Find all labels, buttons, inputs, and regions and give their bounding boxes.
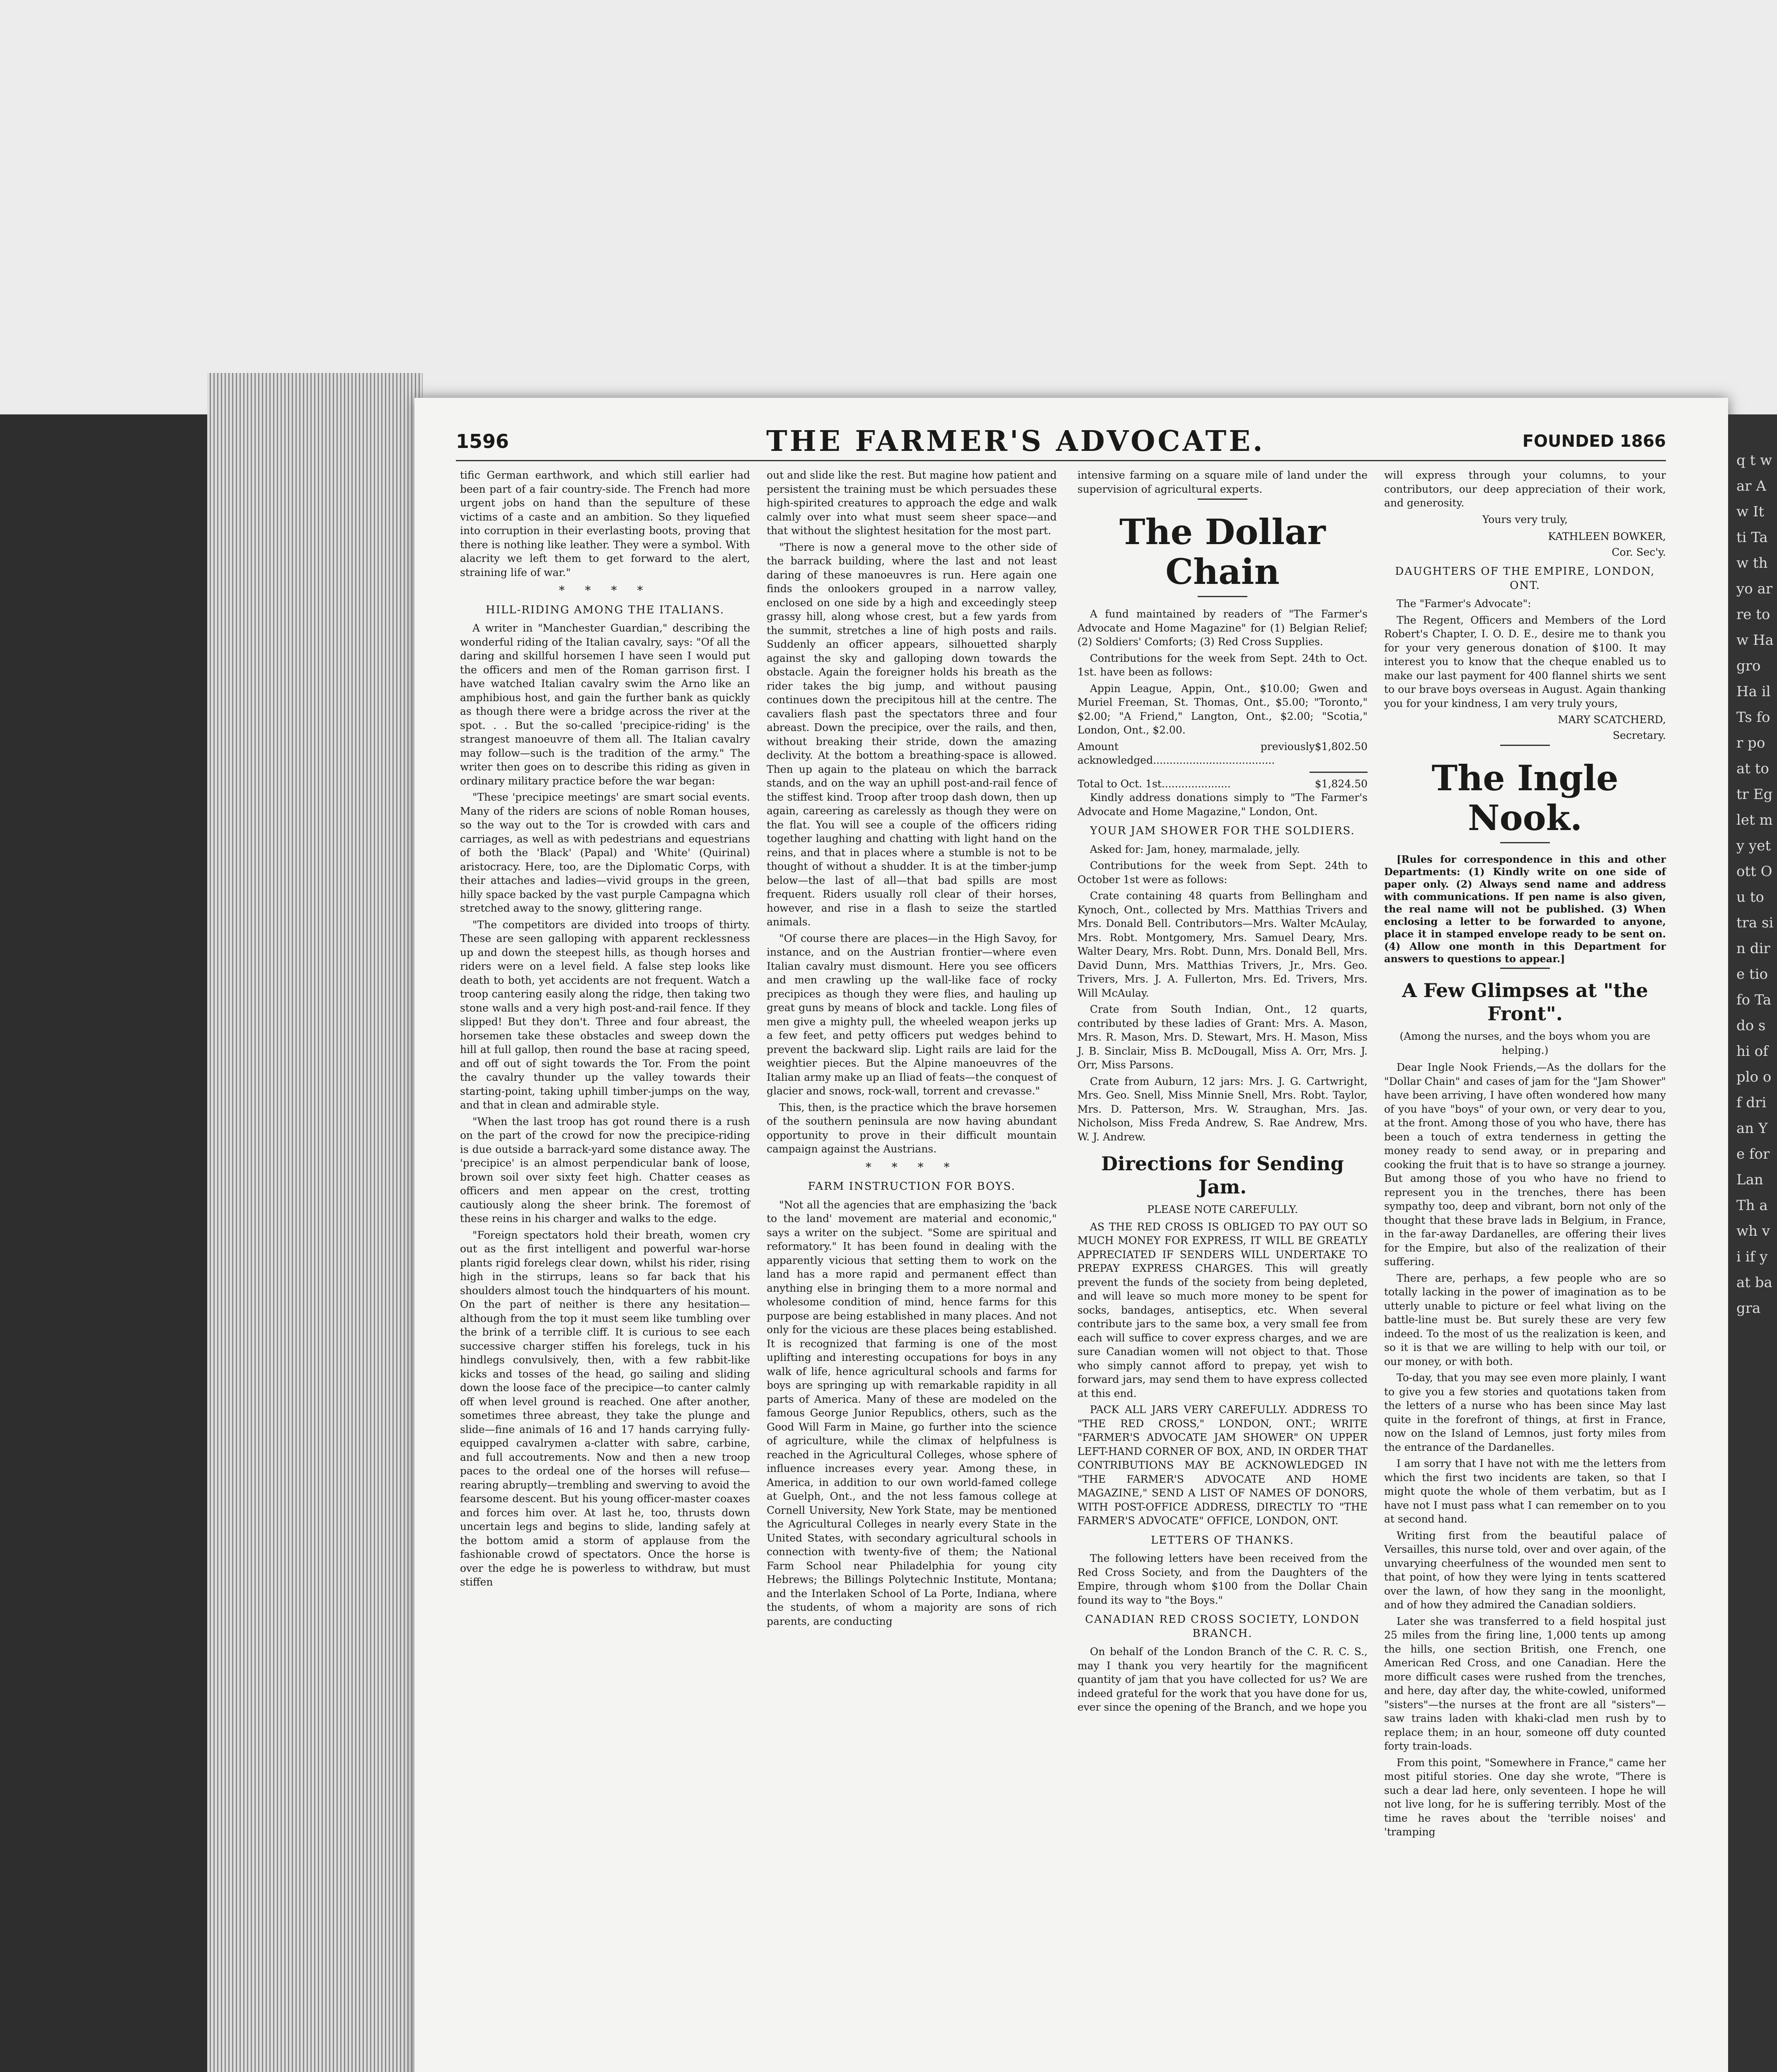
section-heading-jam-shower: YOUR JAM SHOWER FOR THE SOLDIERS.: [1090, 825, 1355, 837]
divider: [1310, 772, 1368, 773]
article-paragraph: "Foreign spectators hold their breath, women cry out as the first intelligent and powerful war-horse plants rigid forelegs clear down, whilst his rider, rising high in the stirrups, leans so far back that his shoulders almost touch the hindquarters of his mount. On the part of neither is there any hesitation—although from the top it must seem like tumbling over the brink of a terrible cliff. It is curious to see each successive charger stiffen his forelegs, tuck in his hindlegs convulsively, then, with a few rabbit-like kicks and tosses of the head, go sailing and sliding down the loose face of the precipice—to canter calmly off when level ground is reached. One after another, sometimes three abreast, they take the plunge and slide—fine animals of 16 and 17 hands carrying fully-equipped cavalrymen a-clatter with sabre, carbine, and full accoutrements. Now and then a new troop paces to the ordeal one of the horses will refuse—rearing abruptly—trembling and swerving to avoid the fearsome descent. But his young officer-master coaxes and forces him over. At last he, too, thrusts down uncertain legs and begins to slide, landing safely at the bottom amid a storm of applause from the fashionable crowd of spectators. Once the horse is over the edge he is powerless to withdraw, but must stiffen: [460, 1229, 750, 1588]
masthead-title: THE FARMER'S ADVOCATE.: [766, 425, 1265, 458]
article-paragraph: A writer in "Manchester Guardian," describing the wonderful riding of the Italian cavalry, says: "Of all the daring and skillful horsemen I have seen I would put the officers and men of the Roman garrison first. I have watched Italian cavalry swim the Arno like an amphibious host, and gain the further bank as quickly as though there were a bridge across the river at the spot. . . But the so-called 'precipice-riding' is the strangest manoeuvre of them all. The Italian cavalry may follow—such is the tradition of the army." The writer then goes on to describe this riding as given in ordinary military practice before the war began:: [460, 622, 750, 787]
article-paragraph: To-day, that you may see even more plainly, I want to give you a few stories and quotations taken from the letters of a nurse who has been since May last quite in the forefront of things, at first in France, now on the Island of Lemnos, just forty miles from the entrance of the Dardanelles.: [1384, 1372, 1666, 1453]
please-note: PLEASE NOTE CAREFULLY.: [1147, 1203, 1298, 1215]
article-paragraph: From this point, "Somewhere in France," came her most pitiful stories. One day she wrote, "There is such a dear lad here, only seventeen. I hope he will not live long, for he is suffering terribly. Most of the time he raves about the 'terrible noises' and 'tramping: [1384, 1756, 1666, 1838]
article-paragraph: Asked for: Jam, honey, marmalade, jelly.: [1090, 843, 1300, 855]
amount-previously-value: $1,802.50: [1315, 740, 1368, 753]
glimpses-heading: A Few Glimpses at "the Front".: [1402, 979, 1648, 1025]
page-header: [456, 423, 1666, 461]
amount-previously-label: Amount previously acknowledged.....................................: [1077, 740, 1315, 766]
total-line: [1077, 777, 1368, 791]
article-paragraph: "There is now a general move to the other side of the barrack building, where the last and not least daring of these manoeuvres is run. Here again one finds the onlookers grouped in a narrow valley, enclosed on one side by a high and exceedingly steep grassy hill, along whose crest, but a few yards from the summit, stretches a line of high posts and rails. Suddenly an officer appears, silhouetted sharply against the sky and galloping down towards the obstacle. Again the foreigner holds his breath as the rider takes the big jump, and without pausing continues down the precipitous hill at the centre. The cavaliers flash past the spectators three and four abreast. Down the precipice, over the rails, and then, without breaking their stride, down the amazing declivity. At the bottom a breathing-space is allowed. Then up again to the plateau on which the barrack stands, and on the way an uphill post-and-rail fence of the stiffest kind. Troop after troop dash down, then up again, careering as carelessly as though they were on the flat. You will see a couple of the officers riding together laughing and chatting with light hand on the reins, and that in places where a stumble is not to be thought of without a shudder. It is at the timber-jump below—the last of all—that bad spills are most frequent. Riders usually roll clear of their horses, however, and rise in a flash to seize the startled animals.: [767, 541, 1057, 928]
column-2: [767, 468, 1057, 1631]
dark-background-left: [0, 414, 207, 2072]
article-paragraph: "Of course there are places—in the High Savoy, for instance, and on the Austrian frontier—where even Italian cavalry must dismount. Here you see officers and men crawling up the wall-like face of rocky precipices as though they were flies, and hauling up great guns by means of block and tackle. Long files of men give a mighty pull, the wheeled weapon jerks up a few feet, and petty officers put wedges behind to prevent the backward slip. Light rails are laid for the weightier pieces. But the Alpine manoeuvres of the Italian army make up an Iliad of feats—the conquest of glacier and snows, rock-wall, torrent and crevasse.": [767, 932, 1057, 1097]
glimpses-subheading: (Among the nurses, and the boys whom you are helping.): [1399, 1030, 1651, 1056]
signature-title: Secretary.: [1612, 729, 1666, 741]
correspondence-rules: [Rules for correspondence in this and other Departments: (1) Kindly write on one side of paper only. (2) Always send name and address with communications. If pen name is also given, the real name will not be published. (3) When enclosing a letter to be forwarded to anyone, place it in stamped envelope ready to be sent on. (4) Allow one month in this Department for answers to questions to appear.]: [1384, 853, 1666, 965]
book-page-edges: [207, 373, 423, 2072]
column-1: [460, 468, 750, 1592]
section-separator: * * * *: [559, 583, 651, 597]
column-4: [1384, 468, 1666, 1842]
article-paragraph: Crate from South Indian, Ont., 12 quarts, contributed by these ladies of Grant: Mrs. A. Mason, Mrs. R. Mason, Mrs. D. Stewart, Mrs. H. Mason, Miss J. B. Sinclair, Miss B. McDougall, Miss A. Orr, Mrs. J. Orr, Miss Parsons.: [1077, 1003, 1368, 1071]
article-paragraph: I am sorry that I have not with me the letters from which the first two incidents are taken, so that I might quote the whole of them verbatim, but as I have not I must pass what I can remember on to you at second hand.: [1384, 1457, 1666, 1525]
page-number: 1596: [456, 430, 509, 453]
article-paragraph: "When the last troop has got round there is a rush on the part of the crowd for now the precipice-riding is due outside a barrack-yard some distance away. The 'precipice' is an almost perpendicular bank of loose, brown soil over sixty feet high. Chatter ceases as officers and men appear on the crest, trotting cautiously along the sheer brink. The foremost of these reins in his charger and walks to the edge.: [460, 1115, 750, 1225]
article-paragraph: Contributions for the week from Sept. 24th to Oct. 1st. have been as follows:: [1077, 652, 1368, 678]
article-paragraph: Writing first from the beautiful palace of Versailles, this nurse told, over and over again, of the unvarying cheerfulness of the wounded men sent to that point, of how they were lying in tents scattered over the lawn, of how they sang in the moonlight, and of how they admired the Canadian soldiers.: [1384, 1529, 1666, 1611]
total-value: $1,824.50: [1315, 777, 1368, 790]
article-paragraph: The "Farmer's Advocate":: [1397, 598, 1531, 610]
article-paragraph: "These 'precipice meetings' are smart social events. Many of the riders are scions of noble Roman houses, so the way out to the Tor is crowded with cars and carriages, as well as with pedestrians and equestrians of both the 'Black' (Papal) and 'White' (Quirinal) aristocracy. Here, too, are the Diplomatic Corps, with their attaches and ladies—vivid groups in the green, hilly space backed by the vast purple Campagna which stretched away to the snowy, glittering range.: [460, 791, 750, 914]
divider: [1500, 968, 1550, 969]
divider: [1500, 745, 1550, 746]
column-3: [1077, 468, 1368, 1717]
article-paragraph: tific German earthwork, and which still earlier had been part of a fair country-side. The French had more urgent jobs on hand than the sepulture of these victims of a caste and an ambition. So they liquefied into corruption in their everlasting boots, proving that there is nothing like leather. They were a symbol. With alacrity we left them to get forward to the alert, straining life of war.": [460, 469, 750, 579]
signature-name: MARY SCATCHERD,: [1558, 714, 1666, 726]
total-label: Total to Oct. 1st.....................: [1077, 777, 1231, 790]
article-paragraph: On behalf of the London Branch of the C. R. C. S., may I thank you very heartily for the magnificent quantity of jam that you have collected for us? We are indeed grateful for the work that you have done for us, ever since the opening of the Branch, and we hope you: [1077, 1646, 1368, 1713]
dollar-chain-heading: The Dollar Chain: [1119, 511, 1326, 592]
article-paragraph: intensive farming on a square mile of land under the supervision of agricultural experts.: [1077, 469, 1368, 495]
directions-heading: Directions for Sending Jam.: [1101, 1152, 1344, 1198]
article-paragraph: will express through your columns, to your contributors, our deep appreciation of their work, and generosity.: [1384, 469, 1666, 509]
divider: [1198, 596, 1247, 597]
adjacent-page-edge-text: q t w ar A w It ti Ta w th yo ar re to w Ha gro Ha il Ts for po at to tr Eg let my yet ott Ou to tra sin dire tio fo Ta do shi of plo of dri an Ye for Lan Th a wh vi if y at ba gra: [1736, 452, 1774, 1317]
divider: [1500, 842, 1550, 843]
article-paragraph: PACK ALL JARS VERY CAREFULLY. ADDRESS TO "THE RED CROSS," LONDON, ONT.; WRITE "FARMER'S ADVOCATE JAM SHOWER" ON UPPER LEFT-HAND CORNER OF BOX, AND, IN ORDER THAT CONTRIBUTIONS MAY BE ACKNOWLEDGED IN "THE FARMER'S ADVOCATE AND HOME MAGAZINE," SEND A LIST OF NAMES OF DONORS, WITH POST-OFFICE ADDRESS, DIRECTLY TO "THE FARMER'S ADVOCATE" OFFICE, LONDON, ONT.: [1077, 1404, 1368, 1527]
signature-title: Cor. Sec'y.: [1612, 546, 1666, 558]
article-paragraph: This, then, is the practice which the brave horsemen of the southern peninsula are now having abundant opportunity to prove in their difficult mountain campaign against the Austrians.: [767, 1101, 1057, 1155]
section-heading-letters-of-thanks: LETTERS OF THANKS.: [1151, 1534, 1294, 1547]
article-paragraph: Appin League, Appin, Ont., $10.00; Gwen and Muriel Freeman, St. Thomas, Ont., $5.00; "Toronto," $2.00; "A Friend," Langton, Ont., $2.00; "Scotia," London, Ont., $2.00.: [1077, 682, 1368, 736]
amount-previously-line: [1077, 740, 1368, 767]
signature-name: KATHLEEN BOWKER,: [1548, 530, 1666, 542]
article-paragraph: Dear Ingle Nook Friends,—As the dollars for the "Dollar Chain" and cases of jam for the "Jam Shower" have been arriving, I have often wondered how many of you have "boys" of your own, or very dear to you, at the front. Among those of you who have, there has been a touch of extra tenderness in getting the money ready to send away, or in preparing and cooking the fruit that is to have so strange a journey. But among those of you who have no friend to represent you in the trenches, there has been sympathy too, deep and vibrant, born not only of the thought that these brave lads in Belgium, in France, in the far-away Dardanelles, are offering their lives for the Empire, but also of the realization of their suffering.: [1384, 1061, 1666, 1268]
article-paragraph: AS THE RED CROSS IS OBLIGED TO PAY OUT SO MUCH MONEY FOR EXPRESS, IT WILL BE GREATLY APPRECIATED IF SENDERS WILL UNDERTAKE TO PREPAY EXPRESS CHARGES. This will greatly prevent the funds of the society from being depleted, and will leave so much more money to be spent for socks, bandages, antiseptics, etc. When several contribute jars to the same box, a very small fee from each will suffice to cover express charges, and we are sure Canadian women will not object to that. Those who simply cannot afford to prepay, yet wish to forward jars, may send them to have express collected at this end.: [1077, 1220, 1368, 1399]
article-paragraph: "Not all the agencies that are emphasizing the 'back to the land' movement are material and economic," says a writer on the subject. "Some are spiritual and reformatory." It has been found in dealing with the apparently vicious that setting them to work on the land has a more rapid and permanent effect than anything else in bringing them to a more normal and wholesome condition of mind, hence farms for this purpose are being established in many places. And not only for the vicious are these places being established. It is recognized that farming is one of the most uplifting and interesting occupations for boys in any walk of life, hence agricultural schools and farms for boys are springing up with remarkable rapidity in all parts of America. Many of these are modeled on the famous George Junior Republics, others, such as the Good Will Farm in Maine, go further into the science of agriculture, while the climax of helpfulness is reached in the Agricultural Colleges, whose sphere of influence increases every year. Among these, in America, in addition to our own world-famed college at Guelph, Ont., and the not less famous college at Cornell University, New York State, may be mentioned the Agricultural Colleges in nearly every State in the United States, with secondary agricultural schools in connection with twenty-five of them; the National Farm School near Philadelphia for young city Hebrews; the Billings Polytechnic Institute, Montana; and the Interlaken School of La Porte, Indiana, where the students, of whom a majority are sons of rich parents, are conducting: [767, 1198, 1057, 1627]
article-paragraph: Contributions for the week from Sept. 24th to October 1st were as follows:: [1077, 859, 1368, 886]
article-paragraph: Kindly address donations simply to "The Farmer's Advocate and Home Magazine," London, Ont.: [1077, 792, 1368, 818]
article-paragraph: Crate containing 48 quarts from Bellingham and Kynoch, Ont., collected by Mrs. Matthias Trivers and Mrs. Donald Bell. Contributors—Mrs. Walter McAulay, Mrs. Robt. Montgomery, Mrs. Samuel Deary, Mrs. Walter Deary, Mrs. Robt. Dunn, Mrs. Donald Bell, Mrs. David Dunn, Mrs. Matthias Trivers, Jr., Mrs. Geo. Trivers, Mrs. J. A. Fullerton, Mrs. Ed. Trivers, Mrs. Will McAulay.: [1077, 890, 1368, 999]
article-paragraph: "The competitors are divided into troops of thirty. These are seen galloping with apparent recklessness up and down the steepest hills, as though horses and riders were on a level field. A false step looks like death to both, yet accidents are not frequent. Watch a troop cantering easily along the ridge, then taking two stone walls and a very high post-and-rail fence. If they slipped! But they don't. Three and four abreast, the horsemen take these obstacles and sweep down the hill at full gallop, then round the base at racing speed, and off out of sight towards the Tor. From the point the cavalry thunder up the valley towards their starting-point, taking uphill timber-jumps on the way, and that in clean and admirable style.: [460, 918, 750, 1111]
article-paragraph: The following letters have been received from the Red Cross Society, and from the Daughters of the Empire, through whom $100 from the Dollar Chain found its way to "the Boys.": [1077, 1552, 1368, 1606]
signature-closing: Yours very truly,: [1482, 513, 1568, 525]
section-heading-hill-riding: HILL-RIDING AMONG THE ITALIANS.: [486, 603, 724, 616]
section-separator: * * * *: [865, 1160, 958, 1174]
ingle-nook-heading: The Ingle Nook.: [1431, 758, 1619, 838]
founded-label: FOUNDED 1866: [1522, 432, 1666, 451]
article-paragraph: There are, perhaps, a few people who are so totally lacking in the power of imagination as to be utterly unable to picture or feel what living on the battle-line must be. But surely these are very few indeed. To the most of us the realization is keen, and so it is that we are willing to help with our toil, or our money, or with both.: [1384, 1272, 1666, 1368]
article-paragraph: out and slide like the rest. But magine how patient and persistent the training must be which persuades these high-spirited creatures to approach the edge and walk calmly over into what must seem sheer space—and that without the slightest hesitation for the most part.: [767, 469, 1057, 537]
section-heading-red-cross: CANADIAN RED CROSS SOCIETY, LONDON BRANCH.: [1085, 1613, 1360, 1640]
article-paragraph: Crate from Auburn, 12 jars: Mrs. J. G. Cartwright, Mrs. Geo. Snell, Miss Minnie Snell, Mrs. Robt. Taylor, Mrs. D. Patterson, Mrs. W. Straughan, Mrs. Jas. Nicholson, Miss Freda Andrew, S. Rae Andrew, Mrs. W. J. Andrew.: [1077, 1075, 1368, 1143]
section-heading-farm-instruction: FARM INSTRUCTION FOR BOYS.: [808, 1180, 1016, 1193]
article-paragraph: A fund maintained by readers of "The Farmer's Advocate and Home Magazine" for (1) Belgian Relief; (2) Soldiers' Comforts; (3) Red Cross Supplies.: [1077, 608, 1368, 648]
section-heading-daughters-of-empire: DAUGHTERS OF THE EMPIRE, LONDON, ONT.: [1395, 565, 1655, 592]
divider: [1198, 499, 1247, 500]
article-paragraph: The Regent, Officers and Members of the Lord Robert's Chapter, I. O. D. E., desire me to thank you for your very generous donation of $100. It may interest you to know that the cheque enabled us to make our last payment for 400 flannel shirts we sent to our brave boys overseas in August. Again thanking you for your kindness, I am very truly yours,: [1384, 614, 1666, 709]
article-paragraph: Later she was transferred to a field hospital just 25 miles from the firing line, 1,000 tents up among the hills, one section British, one French, one American Red Cross, and one Canadian. Here the more difficult cases were rushed from the trenches, and here, day after day, the white-cowled, uniformed "sisters"—the nurses at the front are all "sisters"—saw trains laden with khaki-clad men rush by to replace them; in an hour, someone off duty counted forty train-loads.: [1384, 1615, 1666, 1752]
